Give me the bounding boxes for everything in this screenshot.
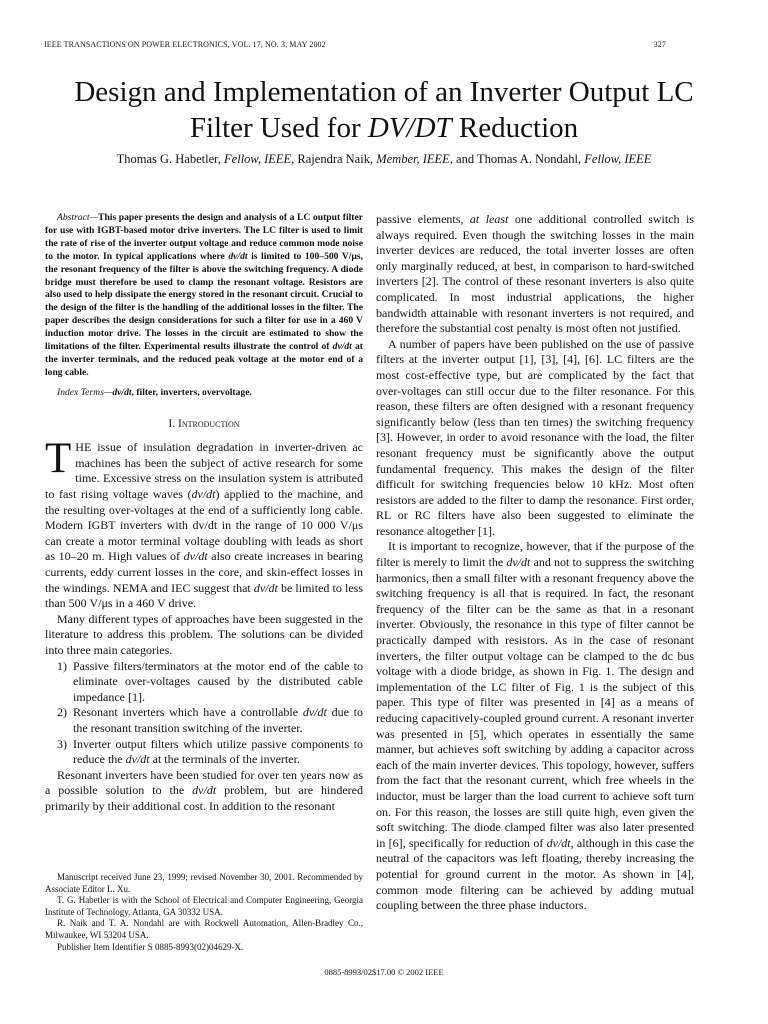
right-p1-text-a: passive elements, xyxy=(376,212,470,226)
index-terms-math: dv/dt xyxy=(112,386,132,398)
footnote-manuscript: Manuscript received June 23, 1999; revised November 30, 2001. Recommended by Associate Editor L. Xu. xyxy=(45,872,363,894)
right-p3-math-2: dv/dt xyxy=(546,835,571,850)
copyright-footer: 0885-8993/02$17.00 © 2002 IEEE xyxy=(324,967,444,977)
intro-p3-text-a: Resonant inverters have been studied for over ten years now as a possible solution to the xyxy=(45,767,363,798)
right-p3-text-a: It is important to recognize, however, that if the purpose of the filter is merely to limit the xyxy=(376,539,694,570)
approach-list xyxy=(45,659,363,768)
abstract-math-1: dv/dt xyxy=(228,250,248,262)
footnote-identifier: Publisher Item Identifier S 0885-8993(02)04629-X. xyxy=(57,941,244,952)
right-paragraph-1 xyxy=(376,212,694,337)
author-3: and Thomas A. Nondahl xyxy=(456,152,579,166)
running-head xyxy=(44,40,666,49)
list-item xyxy=(45,737,363,768)
journal-name: IEEE TRANSACTIONS ON POWER ELECTRONICS, VOL. 17, NO. 3, MAY 2002 xyxy=(44,40,326,49)
intro-paragraph-1 xyxy=(45,435,364,612)
list-item-text: Passive filters/terminators at the motor end of the cable to eliminate over-voltages caused by the distributed cable impedance [1]. xyxy=(73,658,363,704)
index-terms xyxy=(45,387,363,400)
author-3-role: Fellow, IEEE xyxy=(584,152,652,166)
list-item xyxy=(45,705,363,736)
abstract-label: Abstract— xyxy=(57,212,99,223)
title-line-1: Design and Implementation of an Inverter Output LC xyxy=(74,76,694,108)
left-column xyxy=(45,212,363,815)
intro-text-b: ) applied to the machine, and the resulting over-voltages at the end of a sufficiently long cable. Modern IGBT inverters with dv/dt in the range of 10 000 V/μs can create a motor terminal voltage doubling with leads as short as 10–20 m. High values of xyxy=(45,487,363,564)
intro-text-c: also create increases in bearing currents, eddy current losses in the core, and skin-effect losses in the windings. NEMA and IEC suggest that xyxy=(45,549,363,595)
title-math: DV/DT xyxy=(367,112,452,144)
intro-text-d: be limited to less than 500 V/μs in a 460 V drive. xyxy=(45,580,364,611)
intro-p3-math: dv/dt xyxy=(192,783,217,798)
drop-cap: T xyxy=(45,435,72,483)
right-p3-text-c: , although in this case the neutral of the capacitors was left floating, thereby increasing the potential for ground current in the motor. As shown in [4], common mode filtering can be achieved by adding mutual coupling between the three phase inductors. xyxy=(376,835,694,913)
author-1: Thomas G. Habetler xyxy=(116,152,218,166)
author-2: Rajendra Naik xyxy=(297,152,370,166)
list-item-text-post: at the terminals of the inverter. xyxy=(149,752,300,767)
intro-math-3: dv/dt xyxy=(253,580,278,595)
abstract-text-1: This paper presents the design and analysis of a LC output filter for use with IGBT-based motor drive inverters. The LC filter is used to limit the rate of rise of the inverter output voltage and reduce common mode noise to the motor. In typical applications where xyxy=(45,212,363,262)
list-item xyxy=(45,659,363,706)
index-terms-label: Index Terms— xyxy=(57,386,113,398)
list-item-text: Resonant inverters which have a controllable xyxy=(73,705,303,720)
abstract-text-2: is limited to 100–500 V/μs, the resonant frequency of the filter is above the switching frequency. A diode bridge must therefore be used to clamp the resonant voltage. Resistors are also used to help dissipate the energy stored in the resonant circuit. Crucial to the design of the filter is the handling of the additional losses in the filter. The paper describes the design considerations for such a filter for use in a 460 V induction motor drive. The losses in the circuit are estimated to show the limitations of the filter. Experimental results illustrate the control of xyxy=(45,250,363,353)
author-2-role: Member, IEEE xyxy=(376,152,450,166)
footnote-affiliation-2: R. Naik and T. A. Nondahl are with Rockwell Automation, Allen-Bradley Co., Milwaukee, WI 53204 USA. xyxy=(45,918,363,940)
page-number: 327 xyxy=(653,40,666,49)
list-item-number: 1) xyxy=(57,658,67,673)
abstract-math-2: dv/dt xyxy=(332,341,352,353)
list-item-math: dv/dt xyxy=(302,705,327,720)
intro-paragraph-2: Many different types of approaches have been suggested in the literature to address this problem. The solutions can be divided into three main categories. xyxy=(45,611,363,657)
right-p3-math-1: dv/dt xyxy=(506,555,531,570)
right-paragraph-3 xyxy=(376,539,694,913)
intro-text-a: HE issue of insulation degradation in inverter-driven ac machines has been the subject of active research for some time. Excessive stress on the insulation system is attributed to fast rising voltage waves ( xyxy=(45,440,363,502)
section-heading: I. Introduction xyxy=(168,417,240,430)
intro-math-2: dv/dt xyxy=(183,549,208,564)
intro-math-1: dv/dt xyxy=(191,487,216,502)
right-column xyxy=(376,212,694,914)
right-p1-emphasis: at least xyxy=(469,212,509,226)
index-terms-text: , filter, inverters, overvoltage. xyxy=(131,386,252,398)
title-line-2-post: Reduction xyxy=(451,112,579,144)
footnotes xyxy=(45,872,363,953)
abstract xyxy=(45,212,363,380)
footnote-affiliation-1: T. G. Habetler is with the School of Electrical and Computer Engineering, Georgia Institute of Technology, Atlanta, GA 30332 USA. xyxy=(45,895,363,917)
right-paragraph-2: A number of papers have been published on the use of passive filters at the inverter output [1], [3], [4], [6]. LC filters are the most cost-effective type, but are complicated by the fact that over-voltages can still occur due to the filter resonance. For this reason, these filters are often designed with a resonant frequency significantly below (less than ten times) the switching frequency [3]. However, in order to avoid resonance with the load, the filter resonant frequency must be significantly above the output fundamental frequency. This makes the design of the filter difficult for switching frequencies below 10 kHz. Most often resistors are added to the filter to damp the resonance. First order, RL or RC filters have also been suggested to eliminate the resonance altogether [1]. xyxy=(376,336,694,538)
list-item-math: dv/dt xyxy=(125,752,150,767)
author-1-role: Fellow, IEEE xyxy=(224,152,292,166)
list-item-text-post: due to the resonant transition switching of the inverter. xyxy=(73,705,363,735)
right-p3-text-b: and not to suppress the switching harmonics, then a small filter with a resonant frequency above the switching frequency is all that is required. In fact, the resonant frequency of the filter can be the same as that in a resonant inverter. Obviously, the resonance in this type of filter cannot be practically damped with resistors. As in the case of resonant inverters, the filter output voltage can be clamped to the dc bus voltage with a diode bridge, as shown in Fig. 1. The design and implementation of the LC filter of Fig. 1 is the subject of this paper. This type of filter was presented in [4] as a means of reducing capacitively-coupled ground current. A resonant inverter was presented in [5], which operates in essentially the same manner, but achieves soft switching by adding a capacitor across each of the main inverter devices. This topology, however, suffers from the fact that the resonant current, which free wheels in the inductor, must be larger than the load current to achieve soft turn on. For this reason, the losses are still quite high, even given the soft switching. The diode clamped filter was also later presented in [6], specifically for reduction of xyxy=(376,555,694,850)
list-item-number: 3) xyxy=(57,736,67,751)
author-list: Thomas G. Habetler, Fellow, IEEE, Rajendra Naik, Member, IEEE, and Thomas A. Nondahl, Fellow, IEEE xyxy=(116,152,652,166)
title-line-2-pre: Filter Used for xyxy=(189,112,368,144)
title-line-2 xyxy=(30,110,738,146)
list-item-text: Inverter output filters which utilize passive components to reduce the xyxy=(73,736,363,767)
abstract-text-3: at the inverter terminals, and the reduced peak voltage at the motor end of a long cable. xyxy=(45,341,363,378)
list-item-number: 2) xyxy=(57,705,67,720)
paper-title xyxy=(30,74,738,146)
intro-p3-text-b: problem, but are hindered primarily by their additional cost. In addition to the resonant xyxy=(45,783,363,813)
intro-paragraph-3 xyxy=(45,768,363,815)
right-p1-text-b: one additional controlled switch is always required. Even though the switching losses in the main inverter devices are reduced, the total inverter losses are often only marginally reduced, at best, in comparison to hard-switched inverters [2]. The control of these resonant inverters is also quite complicated. In most industrial applications, the higher bandwidth attainable with resonant inverters is not required, and therefore the substantial cost penalty is most often not justified. xyxy=(376,212,694,336)
